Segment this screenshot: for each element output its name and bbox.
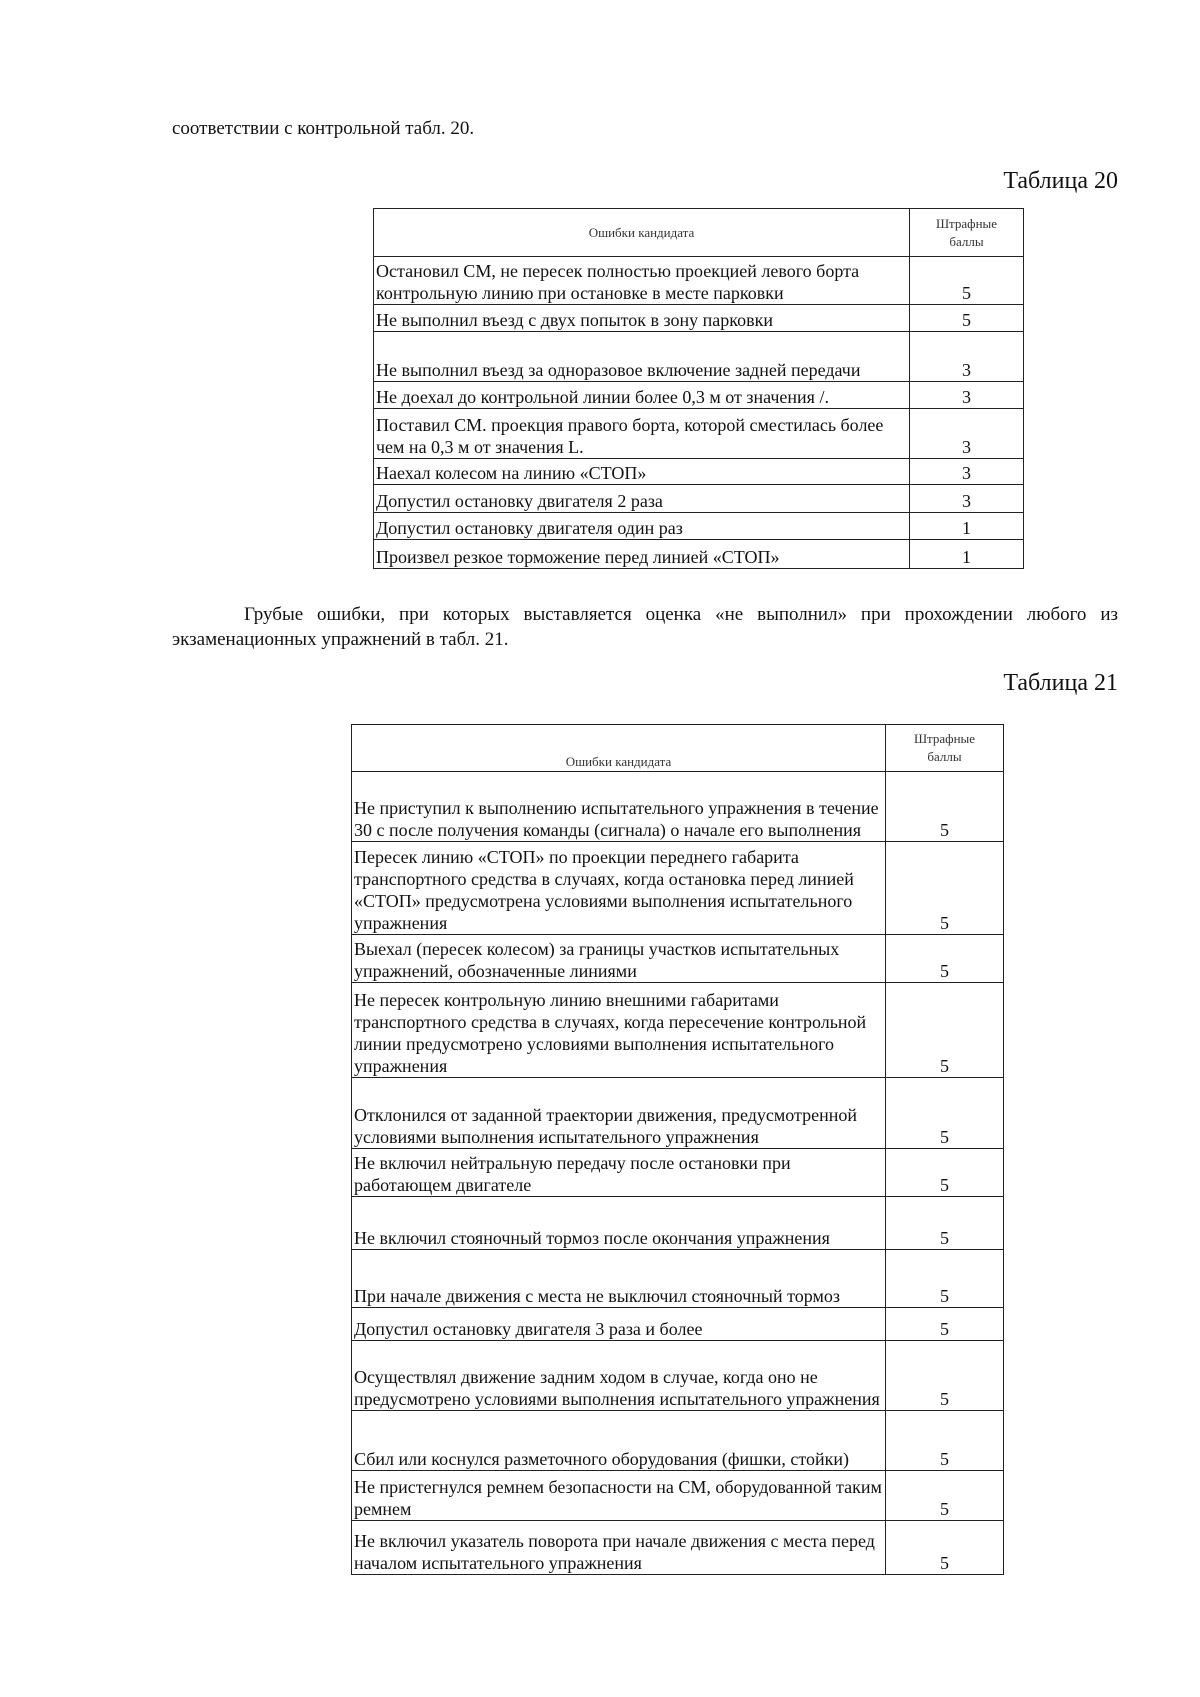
paragraph-gross-errors: Грубые ошибки, при которых выставляется оценка «не выполнил» при прохождении любого из экзаменационных упражнений в табл. 21. — [172, 604, 1118, 650]
error-cell: Допустил остановку двигателя 2 раза — [374, 485, 910, 513]
table-row — [352, 935, 1004, 983]
points-cell: 5 — [910, 257, 1024, 305]
table-21-header-points-line2: баллы — [927, 749, 962, 764]
table-20-header-points-line1: Штрафные — [935, 215, 998, 231]
points-cell: 5 — [886, 1197, 1004, 1250]
table-20-header-points — [910, 209, 1024, 257]
error-cell: При начале движения с места не выключил стояночный тормоз — [352, 1250, 886, 1308]
table-row — [374, 485, 1024, 513]
points-cell: 5 — [886, 1078, 1004, 1149]
points-cell: 3 — [910, 459, 1024, 485]
table-21 — [351, 724, 1004, 1575]
error-cell: Наехал колесом на линию «СТОП» — [374, 459, 910, 485]
table-row — [374, 305, 1024, 332]
table-20-caption: Таблица 20 — [1003, 168, 1118, 194]
error-cell: Не выполнил въезд с двух попыток в зону парковки — [374, 305, 910, 332]
error-cell: Сбил или коснулся разметочного оборудования (фишки, стойки) — [352, 1411, 886, 1471]
table-row — [352, 1341, 1004, 1411]
table-row — [352, 842, 1004, 935]
points-cell: 5 — [886, 983, 1004, 1078]
table-row — [374, 382, 1024, 409]
error-cell: Пересек линию «СТОП» по проекции переднего габарита транспортного средства в случаях, когда остановка перед линией «СТОП» предусмотрена условиями выполнения испытательного упражнения — [352, 842, 886, 935]
error-cell: Не включил нейтральную передачу после остановки при работающем двигателе — [352, 1149, 886, 1197]
points-cell: 5 — [886, 1149, 1004, 1197]
error-cell: Остановил СМ, не пересек полностью проекцией левого борта контрольную линию при остановке в месте парковки — [374, 257, 910, 305]
error-cell: Допустил остановку двигателя один раз — [374, 513, 910, 540]
table-21-header-errors: Ошибки кандидата — [352, 725, 886, 772]
table-row — [352, 1197, 1004, 1250]
error-cell: Отклонился от заданной траектории движения, предусмотренной условиями выполнения испытательного упражнения — [352, 1078, 886, 1149]
points-cell: 5 — [886, 1521, 1004, 1575]
intro-line: соответствии с контрольной табл. 20. — [172, 118, 475, 139]
table-row — [374, 513, 1024, 540]
error-cell: Не пристегнулся ремнем безопасности на СМ, оборудованной таким ремнем — [352, 1471, 886, 1521]
table-20-header-points-line2: баллы — [949, 233, 984, 249]
points-cell: 3 — [910, 485, 1024, 513]
table-row — [374, 409, 1024, 459]
table-row — [374, 540, 1024, 569]
table-row — [352, 1308, 1004, 1341]
table-row — [352, 1471, 1004, 1521]
points-cell: 3 — [910, 382, 1024, 409]
error-cell: Допустил остановку двигателя 3 раза и более — [352, 1308, 886, 1341]
table-row — [374, 459, 1024, 485]
error-cell: Не выполнил въезд за одноразовое включение задней передачи — [374, 332, 910, 382]
table-row — [352, 983, 1004, 1078]
table-row — [352, 1411, 1004, 1471]
points-cell: 5 — [886, 1308, 1004, 1341]
points-cell: 5 — [886, 772, 1004, 842]
table-row — [352, 1149, 1004, 1197]
points-cell: 1 — [910, 540, 1024, 569]
points-cell: 1 — [910, 513, 1024, 540]
table-row — [352, 772, 1004, 842]
table-21-header-points — [886, 725, 1004, 772]
points-cell: 3 — [910, 332, 1024, 382]
table-20-header-errors: Ошибки кандидата — [374, 209, 910, 257]
table-row — [352, 1521, 1004, 1575]
table-row — [374, 332, 1024, 382]
error-cell: Осуществлял движение задним ходом в случае, когда оно не предусмотрено условиями выполнения испытательного упражнения — [352, 1341, 886, 1411]
table-row — [374, 257, 1024, 305]
table-21-header-points-line1: Штрафные — [913, 731, 976, 746]
points-cell: 3 — [910, 409, 1024, 459]
table-20 — [373, 208, 1024, 569]
points-cell: 5 — [886, 1411, 1004, 1471]
table-21-caption: Таблица 21 — [1003, 670, 1118, 696]
error-cell: Поставил СМ. проекция правого борта, которой сместилась более чем на 0,3 м от значения L. — [374, 409, 910, 459]
error-cell: Не приступил к выполнению испытательного упражнения в течение 30 с после получения команды (сигнала) о начале его выполнения — [352, 772, 886, 842]
error-cell: Не доехал до контрольной линии более 0,3 м от значения /. — [374, 382, 910, 409]
points-cell: 5 — [886, 935, 1004, 983]
error-cell: Выехал (пересек колесом) за границы участков испытательных упражнений, обозначенные линиями — [352, 935, 886, 983]
points-cell: 5 — [886, 842, 1004, 935]
error-cell: Произвел резкое торможение перед линией «СТОП» — [374, 540, 910, 569]
points-cell: 5 — [886, 1471, 1004, 1521]
table-row — [352, 1250, 1004, 1308]
error-cell: Не пересек контрольную линию внешними габаритами транспортного средства в случаях, когда пересечение контрольной линии предусмотрено условиями выполнения испытательного упражнения — [352, 983, 886, 1078]
error-cell: Не включил стояночный тормоз после окончания упражнения — [352, 1197, 886, 1250]
points-cell: 5 — [886, 1250, 1004, 1308]
points-cell: 5 — [910, 305, 1024, 332]
error-cell: Не включил указатель поворота при начале движения с места перед началом испытательного упражнения — [352, 1521, 886, 1575]
table-row — [352, 1078, 1004, 1149]
points-cell: 5 — [886, 1341, 1004, 1411]
